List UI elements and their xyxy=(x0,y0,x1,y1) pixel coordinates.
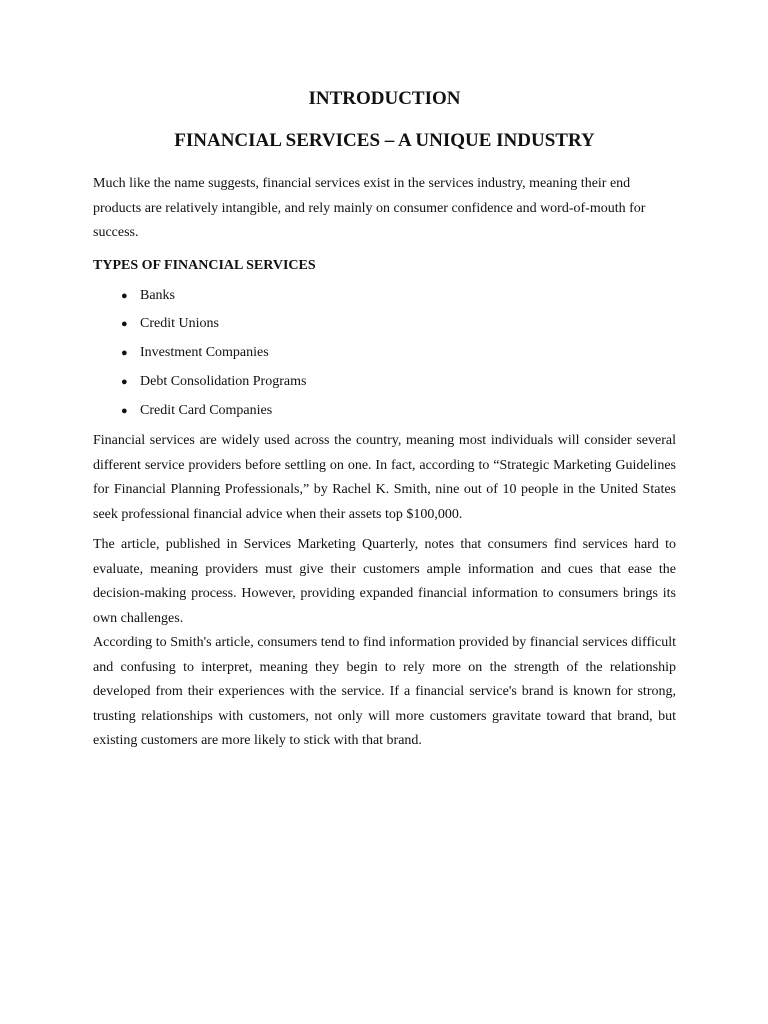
list-item xyxy=(121,343,676,363)
list-item xyxy=(121,372,676,392)
list-item-label: Credit Unions xyxy=(140,316,219,332)
bullet-icon: ● xyxy=(121,375,128,388)
list-item-label: Investment Companies xyxy=(140,345,269,361)
bullet-icon: ● xyxy=(121,404,128,417)
services-list xyxy=(93,286,676,421)
bullet-icon: ● xyxy=(121,347,128,360)
page-subtitle: FINANCIAL SERVICES – A UNIQUE INDUSTRY xyxy=(174,130,595,151)
list-item-label: Banks xyxy=(140,287,175,303)
bullet-icon: ● xyxy=(121,289,128,302)
body-paragraph-article: The article, published in Services Marketing Quarterly, notes that consumers find services hard to evaluate, meaning providers must give their customers ample information and cues that ease the decision-making process. However, providing expanded financial information to consumers brings its own challenges. xyxy=(93,537,676,626)
section-heading-types: TYPES OF FINANCIAL SERVICES xyxy=(93,257,316,273)
list-item-label: Credit Card Companies xyxy=(140,402,273,418)
body-paragraph-usage: Financial services are widely used across the country, meaning most individuals will consider several different service providers before settling on one. In fact, according to “Strategic Marketing Guidelines for Financial Planning Professionals,” by Rachel K. Smith, nine out of 10 people in the United States seek professional financial advice when their assets top $100,000. xyxy=(93,433,676,522)
list-item-label: Debt Consolidation Programs xyxy=(140,373,307,389)
list-item xyxy=(121,286,676,306)
list-item xyxy=(121,401,676,421)
body-paragraph-relationship: According to Smith's article, consumers tend to find information provided by financial services difficult and confusing to interpret, meaning they begin to rely more on the strength of the relationship developed from their experiences with the service. If a financial service's brand is known for strong, trusting relationships with customers, not only will more customers gravitate toward that brand, but existing customers are more likely to stick with that brand. xyxy=(93,635,676,749)
intro-paragraph: Much like the name suggests, financial services exist in the services industry, meaning their end products are relatively intangible, and rely mainly on consumer confidence and word-of-mouth for success. xyxy=(93,176,646,240)
list-item xyxy=(121,314,676,334)
bullet-icon: ● xyxy=(121,318,128,331)
page-title: INTRODUCTION xyxy=(308,88,461,109)
